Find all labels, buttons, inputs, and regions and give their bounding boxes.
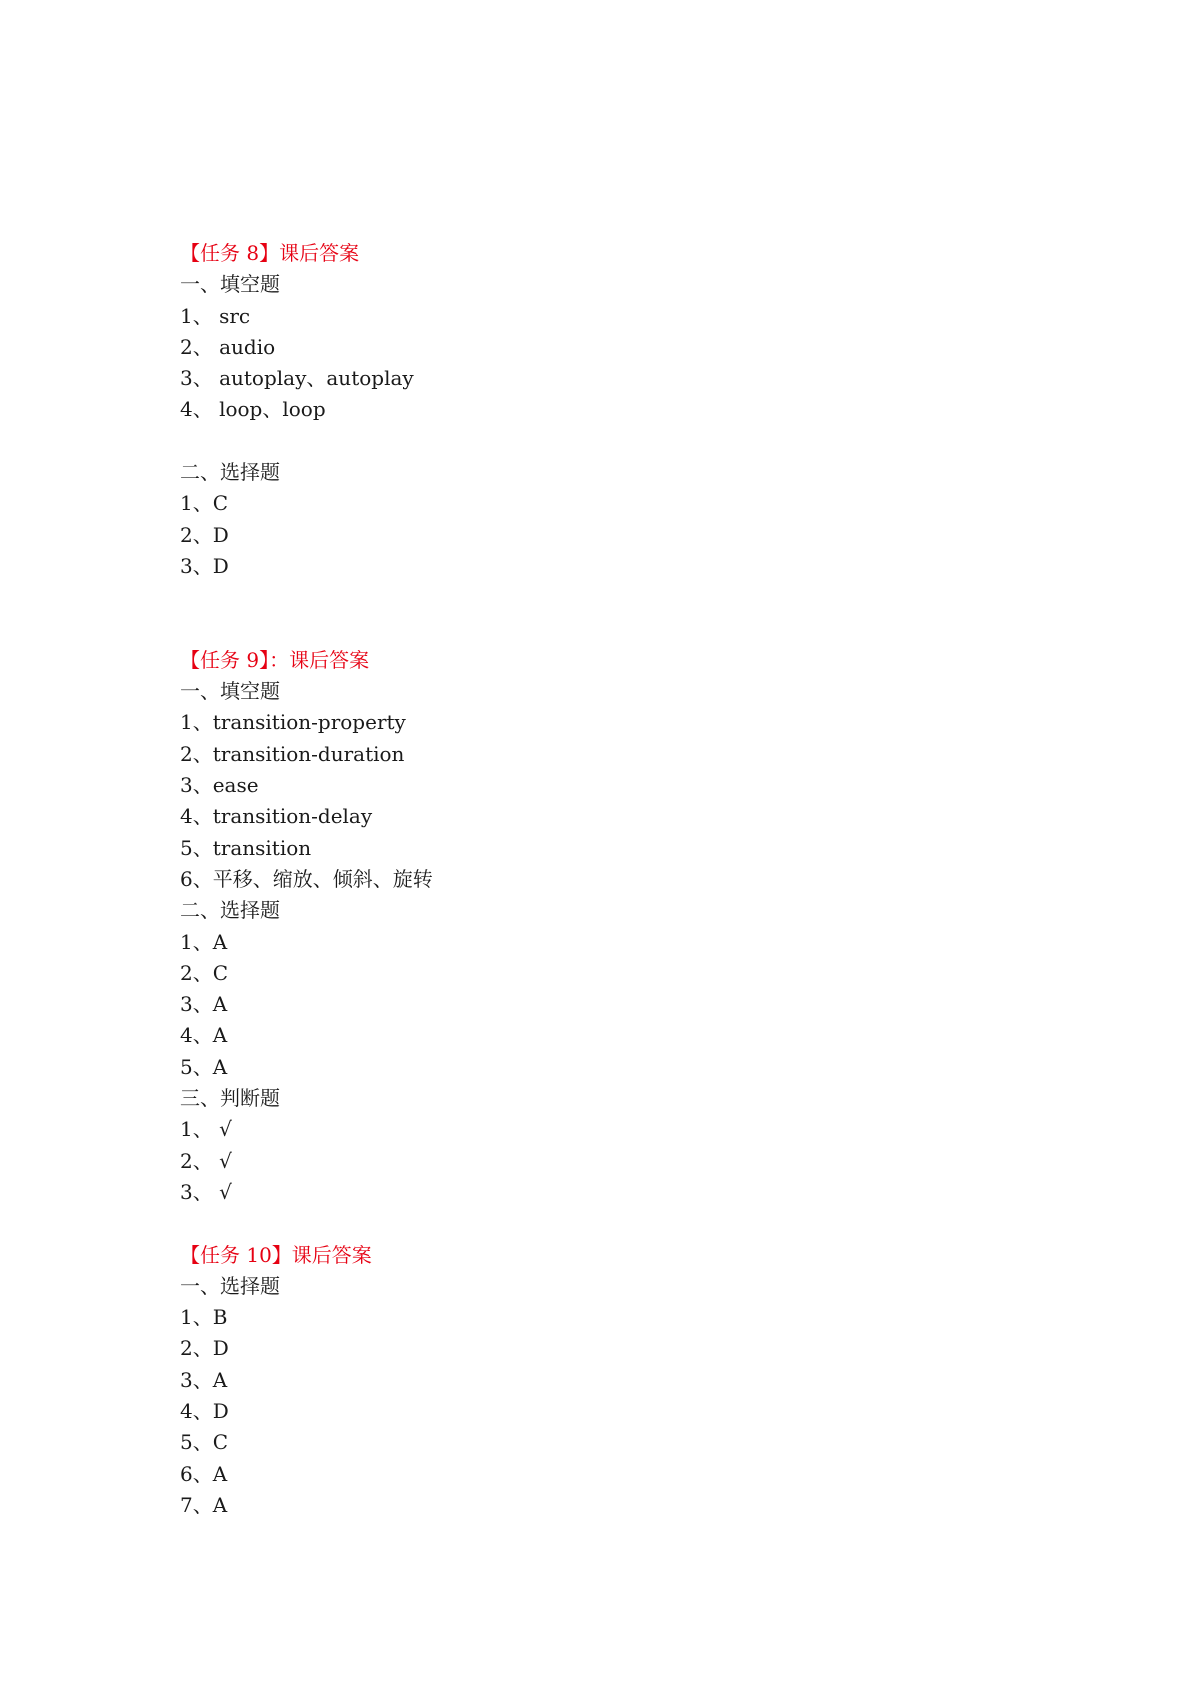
task10-choice-answer-2: 2、D — [180, 1336, 229, 1361]
task9-choice-answer-5: 5、A — [180, 1054, 228, 1079]
task9-judge-answer-3: 3、 √ — [180, 1179, 232, 1204]
blank-line — [180, 426, 980, 457]
task8-section — [180, 238, 980, 582]
task10-section — [180, 1240, 980, 1522]
task8-heading: 【任务 8】课后答案 — [180, 241, 360, 265]
task9-fill-answer-2: 2、transition-duration — [180, 741, 405, 766]
task9-fill-answer-1: 1、transition-property — [180, 710, 406, 735]
task9-heading: 【任务 9】：课后答案 — [180, 647, 370, 672]
task8-fill-answer-3: 3、 autoplay、autoplay — [180, 366, 414, 391]
task9-choice-answer-1: 1、A — [180, 929, 228, 954]
task8-fill-answer-4: 4、 loop、loop — [180, 397, 326, 422]
task10-choice-answer-3: 3、A — [180, 1367, 228, 1392]
document-page — [180, 238, 980, 1521]
task8-fill-answer-1: 1、 src — [180, 303, 251, 328]
task9-choice-answer-3: 3、A — [180, 992, 228, 1017]
task9-fill-answer-4: 4、transition-delay — [180, 804, 373, 829]
task9-fill-answer-3: 3、ease — [180, 773, 259, 798]
task9-choice-title: 二、选择题 — [180, 898, 280, 923]
task8-choice-answer-2: 2、D — [180, 522, 229, 547]
section-spacer — [180, 582, 980, 645]
task9-fill-answer-5: 5、transition — [180, 835, 312, 860]
task9-choice-answer-2: 2、C — [180, 960, 229, 985]
task9-fill-blank-title: 一、填空题 — [180, 679, 280, 704]
task10-choice-answer-5: 5、C — [180, 1430, 229, 1455]
task8-choice-title: 二、选择题 — [180, 460, 280, 485]
task10-choice-answer-1: 1、B — [180, 1305, 228, 1330]
task10-choice-answer-6: 6、A — [180, 1461, 228, 1486]
task8-fill-blank-title: 一、填空题 — [180, 272, 280, 297]
task9-judge-title: 三、判断题 — [180, 1086, 280, 1111]
task8-choice-answer-1: 1、C — [180, 491, 229, 516]
task10-choice-answer-7: 7、A — [180, 1492, 228, 1517]
task9-choice-answer-4: 4、A — [180, 1023, 228, 1048]
task9-judge-answer-1: 1、 √ — [180, 1117, 232, 1142]
task10-choice-title: 一、选择题 — [180, 1273, 280, 1298]
task9-section — [180, 645, 980, 1208]
task9-fill-answer-6: 6、平移、缩放、倾斜、旋转 — [180, 866, 433, 891]
task8-fill-answer-2: 2、 audio — [180, 334, 276, 359]
task10-choice-answer-4: 4、D — [180, 1398, 229, 1423]
task10-heading: 【任务 10】课后答案 — [180, 1242, 372, 1267]
task9-judge-answer-2: 2、 √ — [180, 1148, 232, 1173]
section-spacer — [180, 1208, 980, 1239]
task8-choice-answer-3: 3、D — [180, 553, 229, 578]
